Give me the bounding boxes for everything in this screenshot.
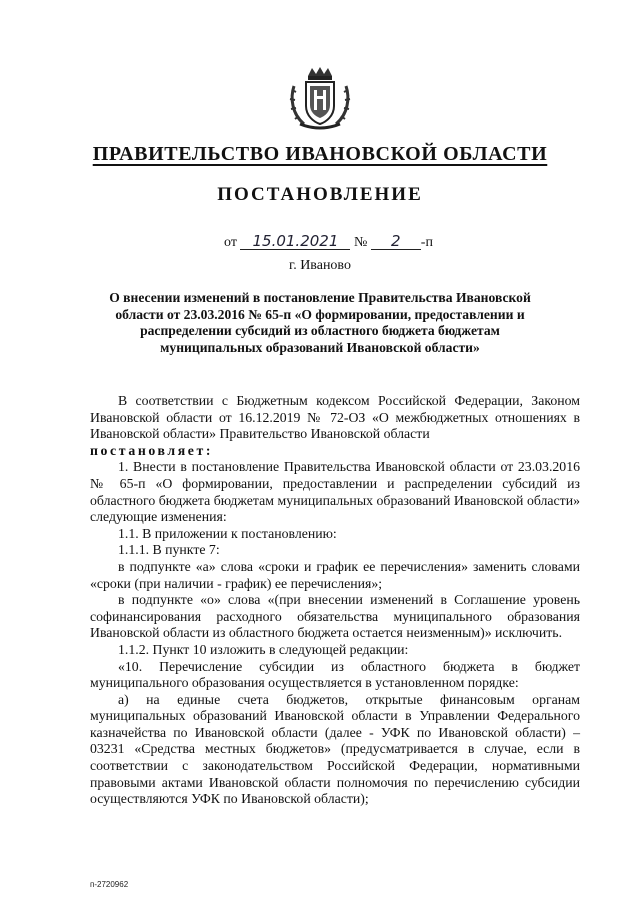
handwritten-number: 2 [371,234,421,250]
intro-paragraph: В соответствии с Бюджетным кодексом Российской Федерации, Законом Ивановской области от 16.12.2019 № 72-ОЗ «О межбюджетных отношениях в Ивановской области» Правительство Ивановской области [90,393,580,442]
government-title: ПРАВИТЕЛЬСТВО ИВАНОВСКОЙ ОБЛАСТИ [92,143,548,165]
body-paragraph: «10. Перечисление субсидии из областного бюджета в бюджет муниципального образования осуществляется в установленном порядке: [90,658,580,691]
body-paragraph: в подпункте «о» слова «(при внесении изменений в Соглашение уровень софинансирования расходного обязательства муниципального образования Ивановской области из областного бюджета остается неизменным)» исключить. [90,592,580,641]
decree-word: постановляет: [90,442,214,458]
body-paragraph: а) на единые счета бюджетов, открытые финансовым органам муниципальных образований Ивановской области в Управлении Федерального казначейства по Ивановской области (далее - УФК по Ивановской области) – 03231 «Средства местных бюджетов» (предусматривается в случае, если в соответствии с законодательством Российской Федерации, нормативными правовыми актами Ивановской области полномочия по перечислению субсидии осуществляются УФК по Ивановской области); [90,691,580,807]
document-body [90,393,580,808]
number-label: № [353,235,368,250]
from-label: от [224,235,237,250]
date-number-line [224,234,433,251]
number-suffix: -п [420,235,433,250]
body-paragraph: в подпункте «а» слова «сроки и график ее перечисления» заменить словами «сроки (при наличии - график) ее перечисления»; [90,558,580,591]
body-paragraph: 1.1. В приложении к постановлению: [118,525,337,541]
body-paragraph: 1.1.1. В пункте 7: [118,542,220,558]
handwritten-date: 15.01.2021 [240,234,350,250]
document-subject: О внесении изменений в постановление Правительства Ивановской области от 23.03.2016 № 65-п «О формировании, предоставлении и распределении субсидий из областного бюджета бюджетам муниципальных образований Ивановской области» [109,290,531,355]
ivanovo-coat-of-arms-icon [288,66,352,132]
document-type: ПОСТАНОВЛЕНИЕ [217,184,423,205]
city-line: г. Иваново [289,258,351,273]
body-paragraph: 1.1.2. Пункт 10 изложить в следующей редакции: [118,641,409,657]
footer-document-code: п-2720962 [90,880,129,889]
body-paragraph: 1. Внести в постановление Правительства Ивановской области от 23.03.2016 № 65-п «О формировании, предоставлении и распределении субсидий из областного бюджета бюджетам муниципальных образований Ивановской области» следующие изменения: [90,459,580,525]
